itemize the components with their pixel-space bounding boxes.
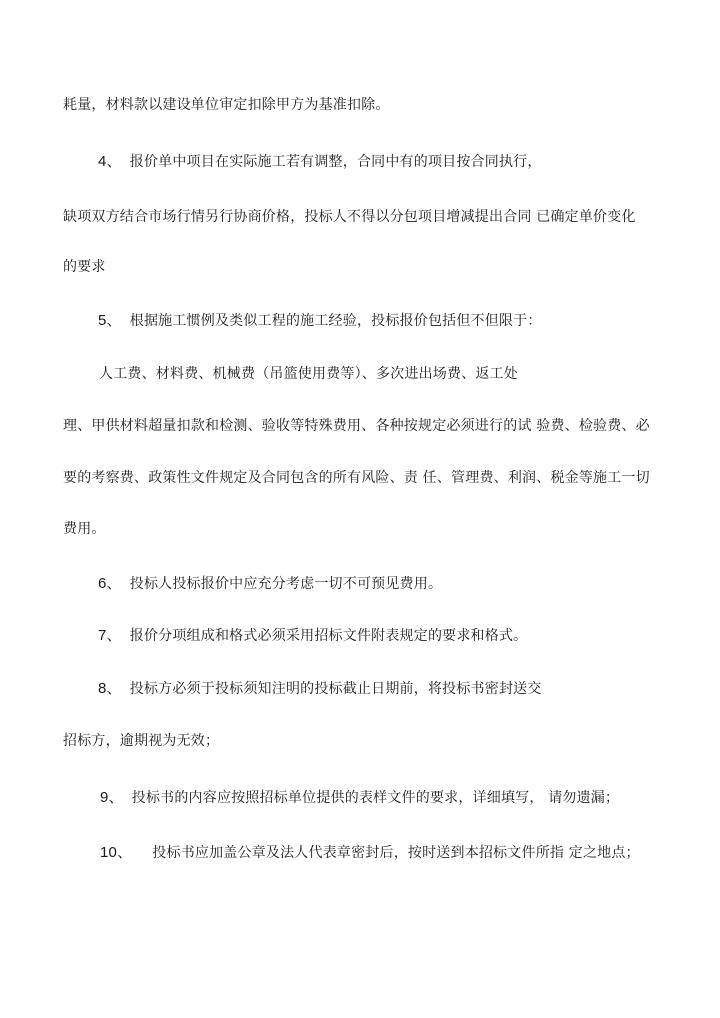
line-3-text: 缺项双方结合市场行情另行协商价格，投标人不得以分包项目增减提出合同 已确定单价变化 xyxy=(63,209,636,225)
line-13-text: 招标方，逾期视为无效； xyxy=(63,733,220,749)
line-6-text: 人工费、材料费、机械费（吊篮使用费等）、多次进出场费、返工处 xyxy=(99,366,518,382)
item-10 xyxy=(100,843,640,863)
item-6 xyxy=(98,574,442,594)
line-13 xyxy=(63,731,219,751)
line-9 xyxy=(63,519,106,539)
item-5-text: 根据施工惯例及类似工程的施工经验，投标报价包括但不但限于： xyxy=(129,313,542,329)
item-6-number: 6、 xyxy=(98,575,122,592)
item-4-number: 4、 xyxy=(98,153,122,170)
line-7-text: 理、甲供材料超量扣款和检测、验收等特殊费用、各种按规定必须进行的试 验费、检验费、必 xyxy=(63,418,650,434)
line-1-text: 耗量，材料款以建设单位审定扣除甲方为基准扣除。 xyxy=(63,97,390,113)
line-8-text: 要的考察费、政策性文件规定及合同包含的所有风险、责 任、管理费、利润、税金等施工一切 xyxy=(63,470,650,486)
line-1 xyxy=(63,95,390,115)
line-6 xyxy=(99,364,518,384)
item-8 xyxy=(98,679,542,699)
item-10-text: 投标书应加盖公章及法人代表章密封后，按时送到本招标文件所指 定之地点； xyxy=(152,845,640,861)
item-9-text: 投标书的内容应按照招标单位提供的表样文件的要求，详细填写， 请勿遗漏； xyxy=(131,790,620,806)
item-9-number: 9、 xyxy=(100,789,124,806)
item-6-text: 投标人投标报价中应充分考虑一切不可预见费用。 xyxy=(129,576,443,592)
line-7 xyxy=(63,416,650,436)
item-9 xyxy=(100,788,619,808)
line-8 xyxy=(63,468,650,488)
item-8-text: 投标方必须于投标须知注明的投标截止日期前，将投标书密封送交 xyxy=(129,681,542,697)
item-4 xyxy=(98,152,542,172)
line-4-text: 的要求 xyxy=(63,259,106,275)
item-4-text: 报价单中项目在实际施工若有调整，合同中有的项目按合同执行， xyxy=(129,154,542,170)
item-5-number: 5、 xyxy=(98,312,122,329)
line-9-text: 费用。 xyxy=(63,521,106,537)
item-7-text: 报价分项组成和格式必须采用招标文件附表规定的要求和格式。 xyxy=(129,628,528,644)
item-10-number: 10、 xyxy=(100,844,133,861)
item-7 xyxy=(98,626,527,646)
item-8-number: 8、 xyxy=(98,680,122,697)
item-7-number: 7、 xyxy=(98,627,122,644)
item-5 xyxy=(98,311,542,331)
line-4 xyxy=(63,257,106,277)
line-3 xyxy=(63,207,636,227)
